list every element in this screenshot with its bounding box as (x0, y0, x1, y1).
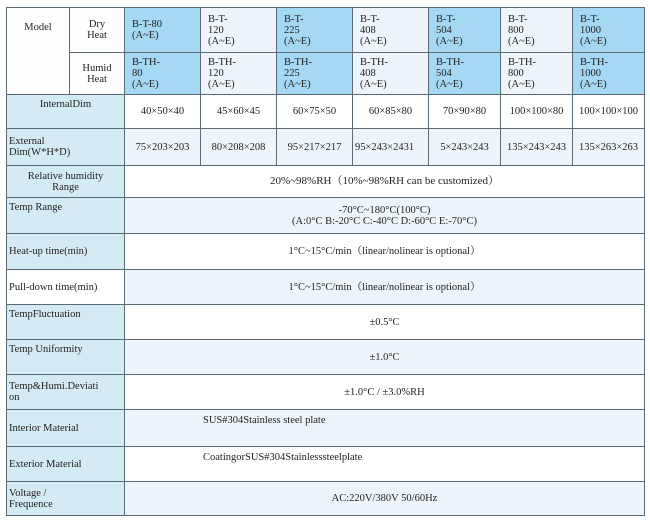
model-label: Model (7, 8, 70, 95)
external-dim-label: External Dim(W*H*D) (7, 129, 125, 166)
spec-label: Heat-up time(min) (7, 234, 125, 270)
spec-label: Relative humidity Range (7, 166, 125, 198)
internal-dim-cell: 60×85×80 (353, 95, 429, 129)
model-humid-120: B-TH- 120 (A~E) (201, 53, 277, 95)
external-dim-cell: 135×243×243 (501, 129, 573, 166)
internal-dim-label: InternalDim (7, 95, 125, 129)
spec-value: ±1.0°C (125, 340, 645, 375)
spec-label: Interior Material (7, 410, 125, 447)
external-dim-cell: 80×208×208 (201, 129, 277, 166)
spec-value: 1°C~15°C/min（linear/nolinear is optional） (125, 234, 645, 270)
spec-row-heat-up (7, 234, 645, 270)
spec-row-exterior-material (7, 447, 645, 482)
spec-value: ±0.5°C (125, 305, 645, 340)
external-dim-cell: 75×203×203 (125, 129, 201, 166)
spec-value: SUS#304Stainless steel plate (125, 410, 645, 447)
spec-row-interior-material (7, 410, 645, 447)
spec-label: Temp Range (7, 198, 125, 234)
internal-dim-cell: 45×60×45 (201, 95, 277, 129)
spec-label: Voltage / Frequence (7, 482, 125, 516)
model-dry-120: B-T- 120 (A~E) (201, 8, 277, 53)
model-dry-80: B-T-80 (A~E) (125, 8, 201, 53)
model-humid-800: B-TH- 800 (A~E) (501, 53, 573, 95)
spec-row-uniformity (7, 340, 645, 375)
model-humid-1000: B-TH- 1000 (A~E) (573, 53, 645, 95)
external-dim-cell: 135×263×263 (573, 129, 645, 166)
spec-row-humidity-range (7, 166, 645, 198)
model-humid-80: B-TH- 80 (A~E) (125, 53, 201, 95)
internal-dim-cell: 40×50×40 (125, 95, 201, 129)
spec-row-pull-down (7, 270, 645, 305)
header-row-humid (7, 53, 645, 95)
spec-row-temp-range (7, 198, 645, 234)
model-dry-225: B-T- 225 (A~E) (277, 8, 353, 53)
spec-value: CoatingorSUS#304Stainlesssteelplate (125, 447, 645, 482)
spec-label: TempFluctuation (7, 305, 125, 340)
spec-value: AC:220V/380V 50/60Hz (125, 482, 645, 516)
internal-dim-cell: 100×100×100 (573, 95, 645, 129)
model-humid-504: B-TH- 504 (A~E) (429, 53, 501, 95)
model-dry-408: B-T- 408 (A~E) (353, 8, 429, 53)
internal-dim-row (7, 95, 645, 129)
external-dim-row (7, 129, 645, 166)
spec-row-fluctuation (7, 305, 645, 340)
internal-dim-cell: 100×100×80 (501, 95, 573, 129)
model-humid-225: B-TH- 225 (A~E) (277, 53, 353, 95)
internal-dim-cell: 70×90×80 (429, 95, 501, 129)
model-dry-1000: B-T- 1000 (A~E) (573, 8, 645, 53)
spec-row-voltage (7, 482, 645, 516)
spec-label: Pull-down time(min) (7, 270, 125, 305)
spec-value: 20%~98%RH（10%~98%RH can be customized） (125, 166, 645, 198)
external-dim-cell: 95×243×2431 (353, 129, 429, 166)
external-dim-cell: 5×243×243 (429, 129, 501, 166)
spec-label: Exterior Material (7, 447, 125, 482)
header-row-dry (7, 8, 645, 53)
model-dry-800: B-T- 800 (A~E) (501, 8, 573, 53)
spec-label: Temp&Humi.Deviati on (7, 375, 125, 410)
spec-row-deviation (7, 375, 645, 410)
dry-heat-label: Dry Heat (70, 8, 125, 53)
spec-label: Temp Uniformity (7, 340, 125, 375)
spec-value: -70°C~180°C(100°C) (A:0°C B:-20°C C:-40°C D:-60°C E:-70°C) (125, 198, 645, 234)
spec-value: 1°C~15°C/min（linear/nolinear is optional） (125, 270, 645, 305)
spec-table (6, 7, 645, 516)
humid-heat-label: Humid Heat (70, 53, 125, 95)
model-humid-408: B-TH- 408 (A~E) (353, 53, 429, 95)
external-dim-cell: 95×217×217 (277, 129, 353, 166)
internal-dim-cell: 60×75×50 (277, 95, 353, 129)
spec-value: ±1.0°C / ±3.0%RH (125, 375, 645, 410)
model-dry-504: B-T- 504 (A~E) (429, 8, 501, 53)
